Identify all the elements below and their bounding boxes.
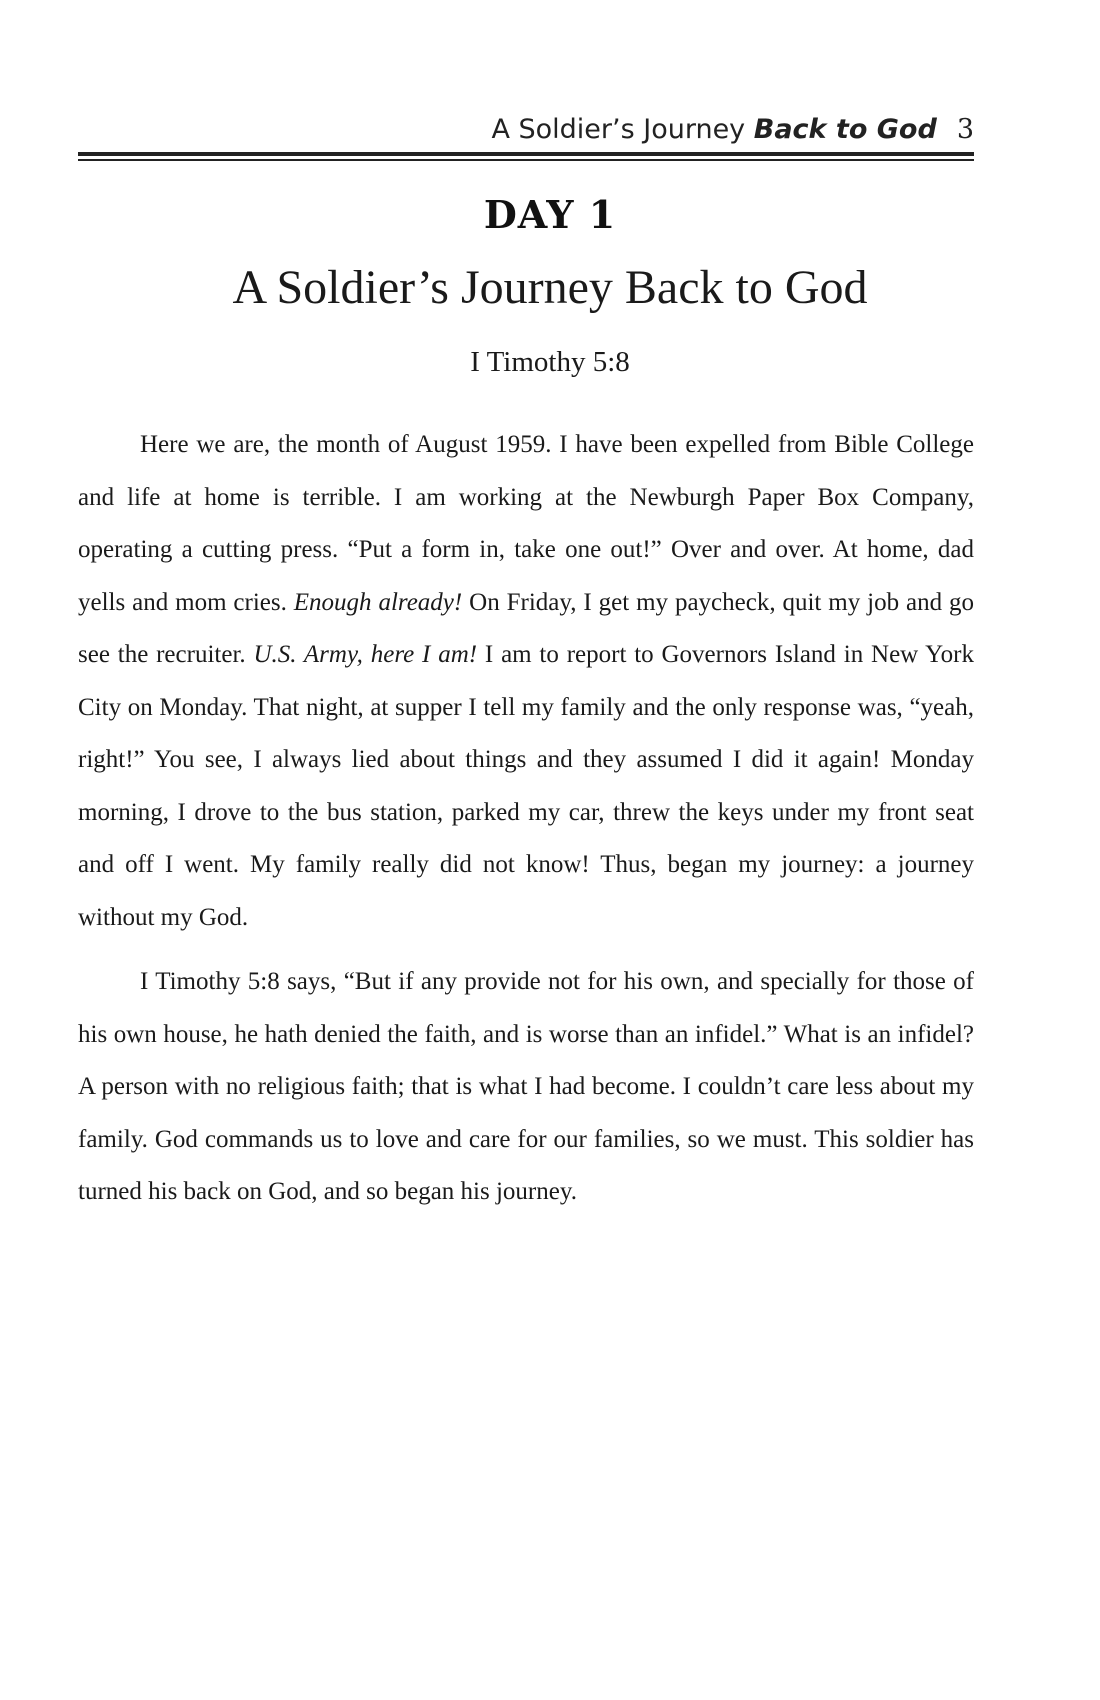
paragraph-1-italic-b: U.S. Army, here I am! <box>253 641 478 668</box>
paragraph-1-text-a: Here we are, the month of August 1959. I have been expelled from Bible College and life at home is terrible. I am working at the Newburgh Paper Box Company, operating a cutting press. “Put a form in, take one out!” Over and over. At home, dad yells and mom cries. <box>78 431 974 616</box>
chapter-title: A Soldier’s Journey Back to God <box>232 261 868 314</box>
running-header <box>78 112 974 148</box>
header-book-title: A Soldier’s Journey <box>491 114 746 145</box>
paragraph-1 <box>78 419 974 944</box>
header-rule-thick <box>78 152 974 156</box>
page-number: 3 <box>956 114 974 145</box>
paragraph-1-text-b: On Friday, I get my paycheck, quit my job and go see the recruiter. <box>78 588 974 668</box>
paragraph-2: I Timothy 5:8 says, “But if any provide not for his own, and specially for those of his own house, he hath denied the faith, and is worse than an infidel.” What is an infidel? A person with no religious faith; that is what I had become. I couldn’t care less about my family. God commands us to love and care for our families, so we must. This soldier has turned his back on God, and so began his journey. <box>78 968 974 1205</box>
paragraph-1-text-c: I am to report to Governors Island in New York City on Monday. That night, at supper I tell my family and the only response was, “yeah, right!” You see, I always lied about things and they assumed I did it again! Monday morning, I drove to the bus station, parked my car, threw the keys under my front seat and off I went. My family really did not know! Thus, began my journey: a journey without my God. <box>78 641 974 931</box>
header-book-title-emphasis: Back to God <box>753 114 937 145</box>
day-heading: DAY 1 <box>483 192 617 237</box>
paragraph-1-italic-a: Enough already! <box>293 588 463 616</box>
scripture-reference: I Timothy 5:8 <box>470 346 630 378</box>
body-text <box>78 419 974 1219</box>
header-rule-thin <box>78 159 974 161</box>
